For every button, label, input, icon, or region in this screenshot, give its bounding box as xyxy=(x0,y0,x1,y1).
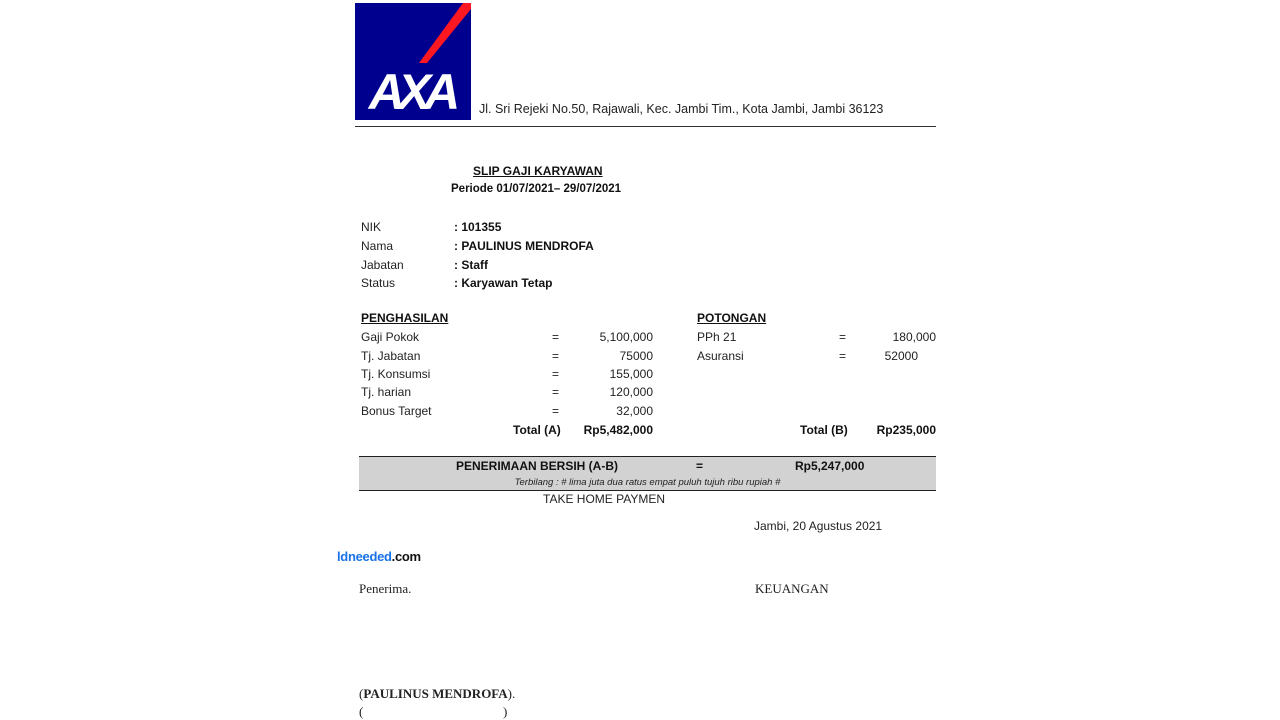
status-value: : Karyawan Tetap xyxy=(454,276,553,290)
nik-value: : 101355 xyxy=(454,220,502,234)
income-item-eq: = xyxy=(552,349,560,363)
income-item-label: Tj. harian xyxy=(361,385,412,399)
income-heading: PENGHASILAN xyxy=(361,311,449,325)
income-item-label: Bonus Target xyxy=(361,404,432,418)
deduction-item-amount: 180,000 xyxy=(892,330,936,344)
receiver-name-line xyxy=(359,686,515,702)
income-item-eq: = xyxy=(552,367,560,381)
axa-logo xyxy=(355,3,471,120)
finance-label: KEUANGAN xyxy=(755,581,829,596)
slip-period: Periode 01/07/2021– 29/07/2021 xyxy=(451,183,622,195)
watermark-part2: .com xyxy=(391,549,421,564)
income-total-value: Rp5,482,000 xyxy=(583,423,653,437)
income-item-eq: = xyxy=(552,404,560,418)
slip-title: SLIP GAJI KARYAWAN xyxy=(473,164,603,178)
company-address: Jl. Sri Rejeki No.50, Rajawali, Kec. Jambi Tim., Kota Jambi, Jambi 36123 xyxy=(479,102,884,116)
income-item-amount: 32,000 xyxy=(616,404,653,418)
blank-signature-close: ) xyxy=(503,704,508,719)
deduction-item-eq: = xyxy=(839,330,847,344)
deductions-total-label: Total (B) xyxy=(800,423,848,437)
deduction-item-label: PPh 21 xyxy=(697,330,737,344)
income-item-eq: = xyxy=(552,385,560,399)
deduction-item-amount: 52000 xyxy=(884,349,918,363)
status-label: Status xyxy=(361,276,396,290)
deduction-item-eq: = xyxy=(839,349,847,363)
terbilang-text: Terbilang : # lima juta dua ratus empat puluh tujuh ribu rupiah # xyxy=(514,477,781,488)
income-item-label: Tj. Jabatan xyxy=(361,349,421,363)
open-paren: ( xyxy=(359,686,364,701)
signature-date: Jambi, 20 Agustus 2021 xyxy=(754,519,883,533)
income-item-amount: 5,100,000 xyxy=(599,330,653,344)
receiver-name: PAULINUS MENDROFA xyxy=(363,686,508,701)
income-item-label: Tj. Konsumsi xyxy=(361,367,431,381)
header-divider xyxy=(355,126,936,127)
income-item-eq: = xyxy=(552,330,560,344)
income-item-label: Gaji Pokok xyxy=(361,330,420,344)
deduction-item-label: Asuransi xyxy=(697,349,744,363)
blank-signature-open: ( xyxy=(359,704,364,719)
income-item-amount: 120,000 xyxy=(609,385,653,399)
deductions-total-value: Rp235,000 xyxy=(876,423,936,437)
income-item-amount: 75000 xyxy=(619,349,653,363)
logo-text: AXA xyxy=(368,64,454,120)
axa-logo-mark xyxy=(355,3,471,120)
nik-label: NIK xyxy=(361,220,382,234)
jabatan-label: Jabatan xyxy=(361,258,404,272)
watermark-part1: ldneeded xyxy=(337,549,392,564)
receiver-label: Penerima. xyxy=(359,581,412,596)
income-item-amount: 155,000 xyxy=(609,367,653,381)
take-home-label: TAKE HOME PAYMEN xyxy=(543,492,666,506)
net-salary-value: Rp5,247,000 xyxy=(795,459,865,473)
income-total-label: Total (A) xyxy=(513,423,561,437)
net-salary-eq: = xyxy=(696,459,704,473)
nama-label: Nama xyxy=(361,239,394,253)
close-paren: ). xyxy=(507,686,516,701)
jabatan-value: : Staff xyxy=(454,258,488,272)
net-salary-label: PENERIMAAN BERSIH (A-B) xyxy=(456,459,618,473)
deductions-heading: POTONGAN xyxy=(697,311,767,325)
watermark xyxy=(337,549,421,564)
nama-value: : PAULINUS MENDROFA xyxy=(454,239,594,253)
